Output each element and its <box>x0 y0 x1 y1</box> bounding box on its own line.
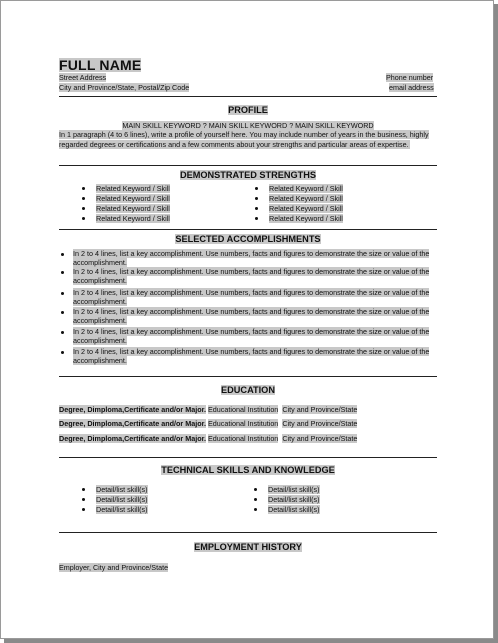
employment-heading: EMPLOYMENT HISTORY <box>194 542 302 552</box>
bullet-icon <box>61 292 64 295</box>
header-divider <box>59 96 437 97</box>
bullet-icon <box>255 207 258 210</box>
technical-heading: TECHNICAL SKILLS AND KNOWLEDGE <box>161 465 335 475</box>
page-shadow-right <box>494 4 498 643</box>
employment-divider <box>59 532 437 533</box>
skill-item: Detail/list skill(s) <box>254 495 320 505</box>
skill-item: Detail/list skill(s) <box>82 505 148 515</box>
strengths-divider <box>59 165 437 166</box>
bullet-icon <box>61 351 64 354</box>
bullet-icon <box>82 197 85 200</box>
skill-item: Detail/list skill(s) <box>82 485 148 495</box>
page-shadow-bottom <box>4 639 498 643</box>
strength-item: Related Keyword / Skill <box>82 214 170 224</box>
accomplishment-item: In 2 to 4 lines, list a key accomplishment. Use numbers, facts and figures to demonstrate the size or value of the accomplishment. <box>59 250 439 268</box>
profile-heading: PROFILE <box>228 105 268 115</box>
accomplishment-item: In 2 to 4 lines, list a key accomplishment. Use numbers, facts and figures to demonstrate the size or value of the accomplishment. <box>59 348 439 366</box>
bullet-icon <box>255 217 258 220</box>
bullet-icon <box>255 187 258 190</box>
strength-item: Related Keyword / Skill <box>255 194 343 204</box>
full-name: FULL NAME <box>59 57 142 73</box>
accomplishments-heading: SELECTED ACCOMPLISHMENTS <box>175 234 321 244</box>
bullet-icon <box>61 331 64 334</box>
strength-item: Related Keyword / Skill <box>82 184 170 194</box>
accomplishments-divider <box>59 229 437 230</box>
city-state-zip: City and Province/State, Postal/Zip Code <box>59 83 190 92</box>
bullet-icon <box>82 508 85 511</box>
strength-item: Related Keyword / Skill <box>82 194 170 204</box>
strength-item: Related Keyword / Skill <box>82 204 170 214</box>
accomplishment-item: In 2 to 4 lines, list a key accomplishment. Use numbers, facts and figures to demonstrate the size or value of the accomplishment. <box>59 308 439 326</box>
bullet-icon <box>255 197 258 200</box>
accomplishment-item: In 2 to 4 lines, list a key accomplishment. Use numbers, facts and figures to demonstrate the size or value of the accomplishment. <box>59 268 439 286</box>
strength-item: Related Keyword / Skill <box>255 214 343 224</box>
education-entry: Degree, Dimploma,Certificate and/or Major. Educational Institution City and Province/State <box>59 434 358 443</box>
employer-line: Employer, City and Province/State <box>59 563 169 572</box>
profile-keywords: MAIN SKILL KEYWORD ? MAIN SKILL KEYWORD ? MAIN SKILL KEYWORD <box>122 121 374 130</box>
email-address: email address <box>389 83 434 92</box>
strength-item: Related Keyword / Skill <box>255 184 343 194</box>
bullet-icon <box>82 498 85 501</box>
bullet-icon <box>82 187 85 190</box>
bullet-icon <box>82 488 85 491</box>
education-divider <box>59 376 437 377</box>
bullet-icon <box>254 488 257 491</box>
accomplishment-item: In 2 to 4 lines, list a key accomplishment. Use numbers, facts and figures to demonstrate the size or value of the accomplishment. <box>59 328 439 346</box>
skill-item: Detail/list skill(s) <box>254 505 320 515</box>
skill-item: Detail/list skill(s) <box>82 495 148 505</box>
education-entry: Degree, Dimploma,Certificate and/or Major. Educational Institution City and Province/State <box>59 419 358 428</box>
bullet-icon <box>254 498 257 501</box>
bullet-icon <box>61 253 64 256</box>
skill-item: Detail/list skill(s) <box>254 485 320 495</box>
education-entry: Degree, Dimploma,Certificate and/or Major. Educational Institution City and Province/State <box>59 405 358 414</box>
accomplishment-item: In 2 to 4 lines, list a key accomplishment. Use numbers, facts and figures to demonstrate the size or value of the accomplishment. <box>59 289 439 307</box>
strength-item: Related Keyword / Skill <box>255 204 343 214</box>
bullet-icon <box>254 508 257 511</box>
bullet-icon <box>61 311 64 314</box>
profile-text: In 1 paragraph (4 to 6 lines), write a profile of yourself here. You may include number of years in the business, highly regarded degrees or certifications and a few comments about your strengths and particular areas of expertise. <box>59 130 429 149</box>
bullet-icon <box>61 271 64 274</box>
bullet-icon <box>82 217 85 220</box>
phone-number: Phone number <box>386 73 434 82</box>
technical-divider <box>59 457 437 458</box>
strengths-heading: DEMONSTRATED STRENGTHS <box>179 170 317 180</box>
street-address: Street Address <box>59 73 107 82</box>
education-heading: EDUCATION <box>221 385 275 395</box>
bullet-icon <box>82 207 85 210</box>
